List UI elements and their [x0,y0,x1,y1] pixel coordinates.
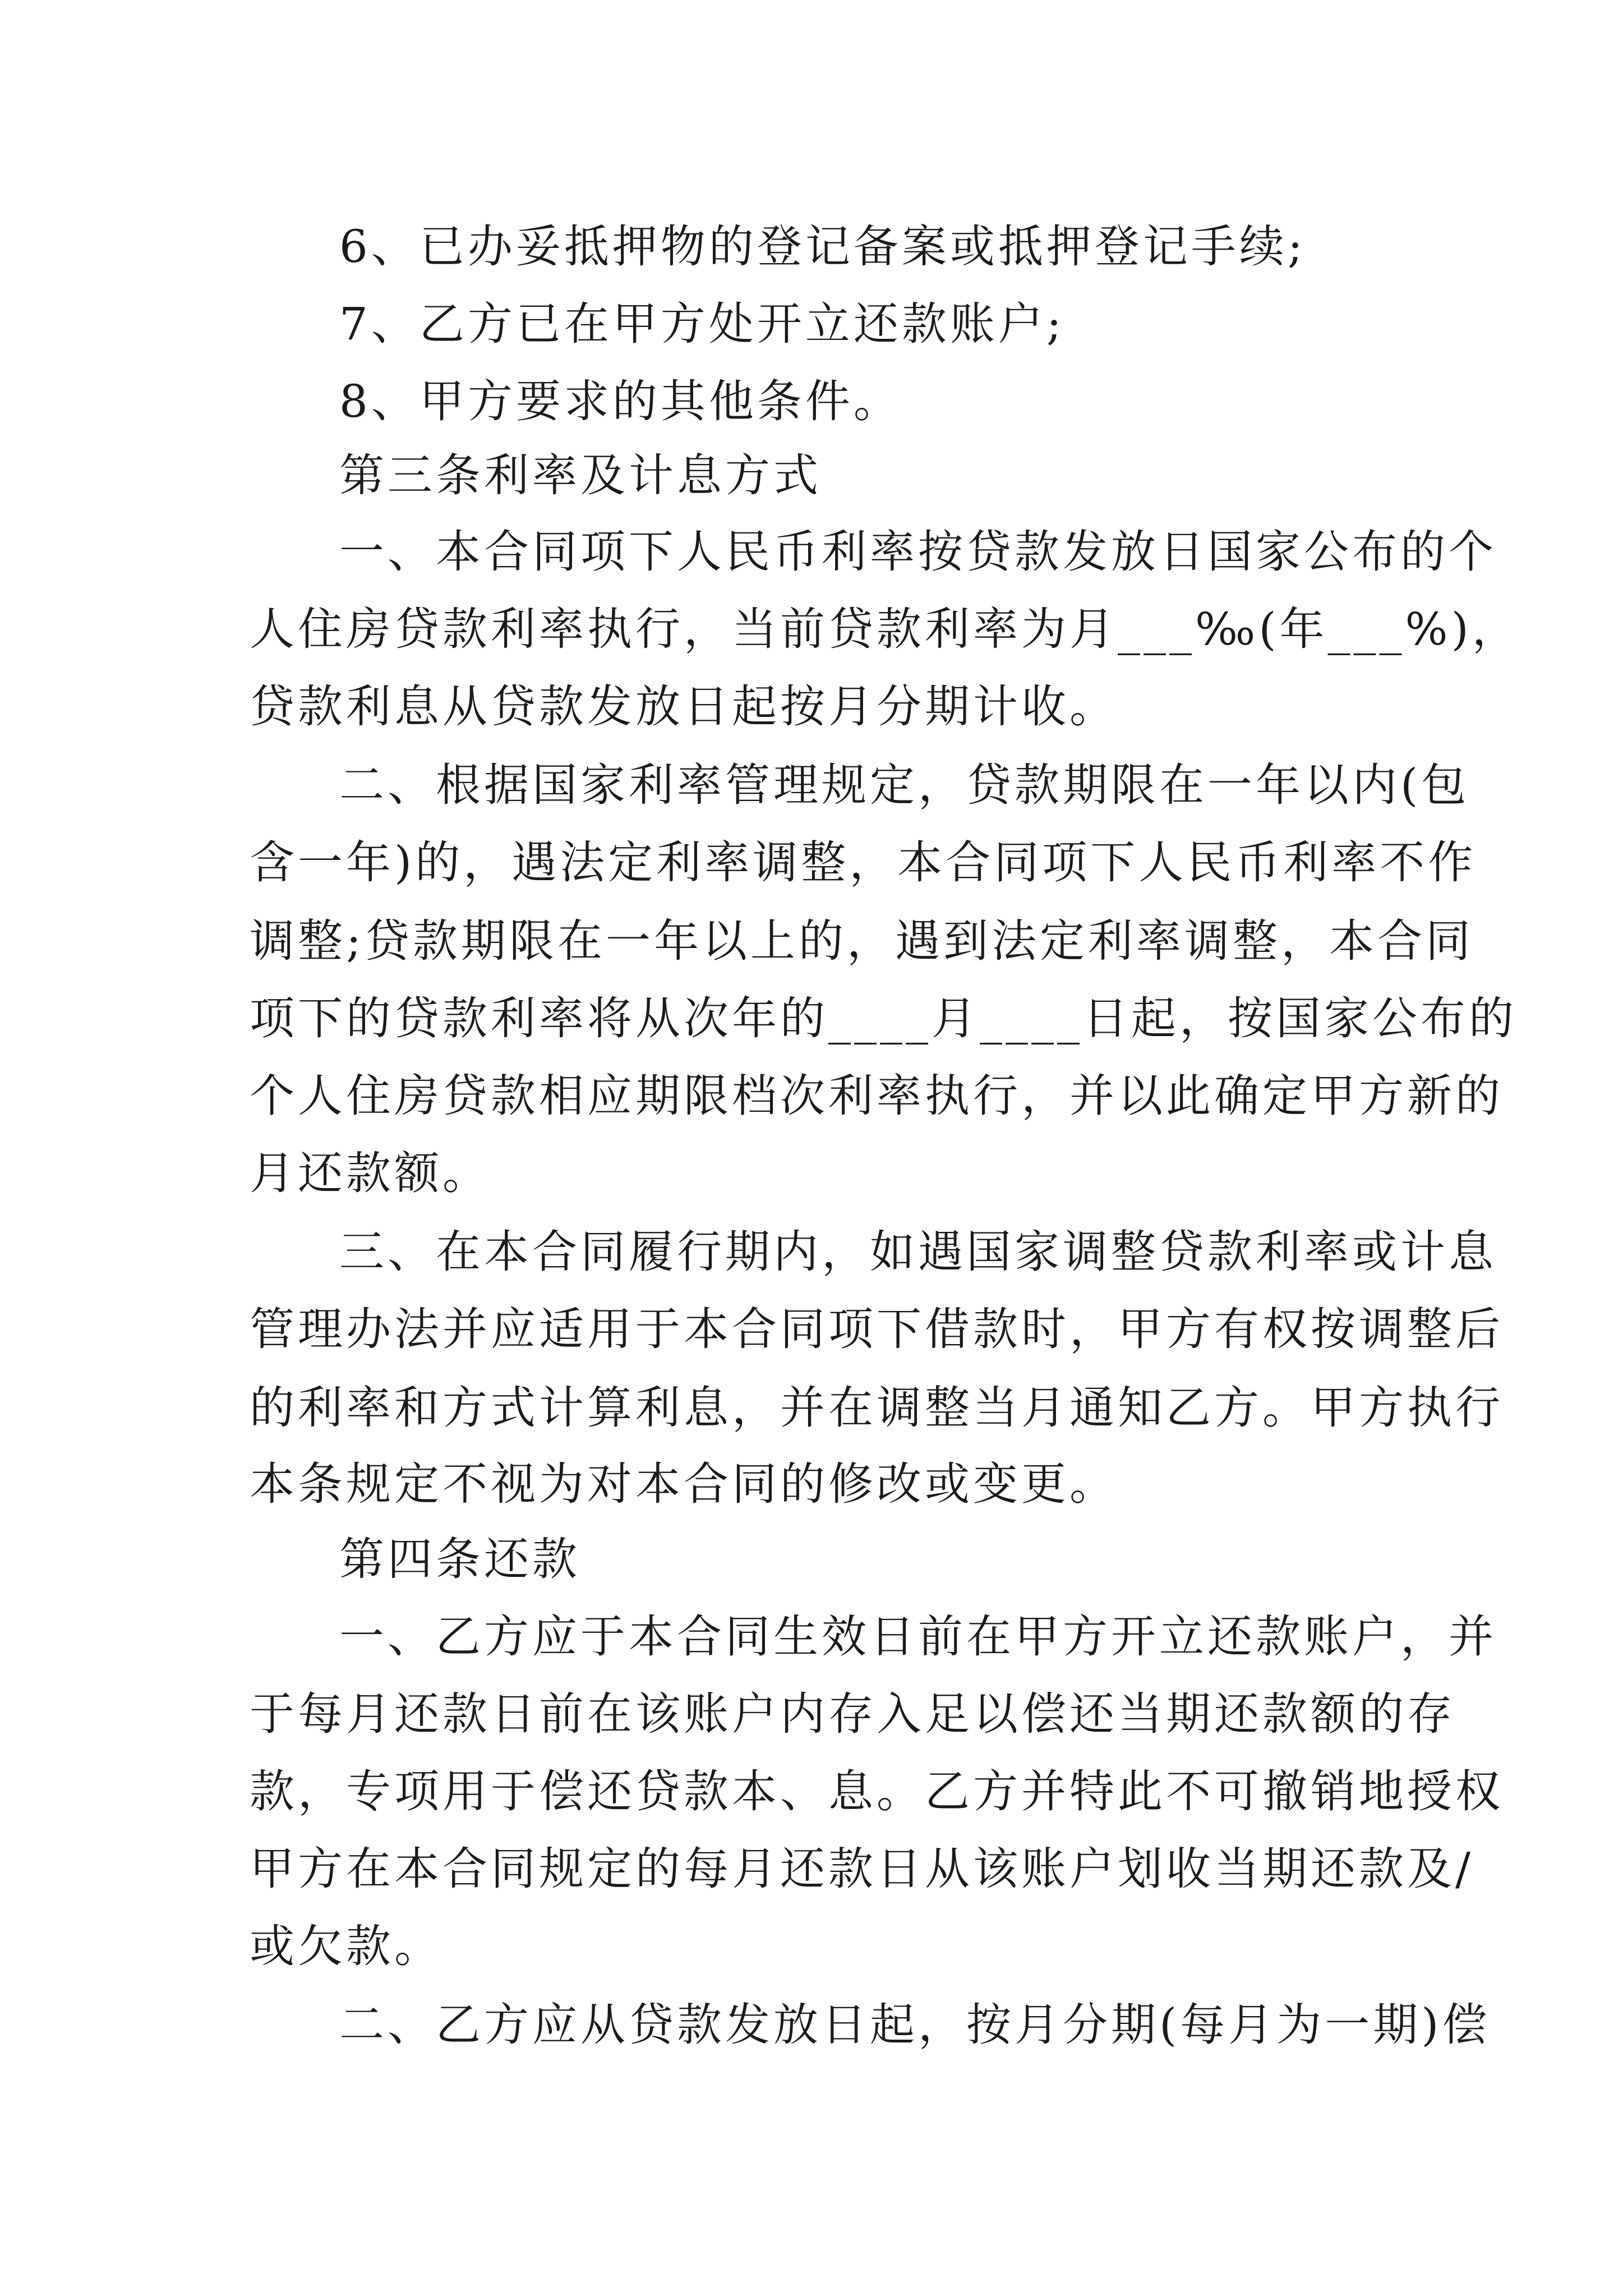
text-line: 7、乙方已在甲方处开立还款账户; [339,298,1065,350]
text-line: 人住房贷款利率执行，当前贷款利率为月___‰(年___%)， [250,603,1520,655]
text-line: 的利率和方式计算利息，并在调整当月通知乙方。甲方执行 [250,1382,1504,1434]
text-line: 款，专项用于偿还贷款本、息。乙方并特此不可撤销地授权 [250,1765,1504,1818]
text-line: 本条规定不视为对本合同的修改或变更。 [250,1458,1118,1510]
text-line: 月还款额。 [250,1147,491,1199]
text-line: 一、乙方应于本合同生效日前在甲方开立还款账户，并 [339,1611,1497,1663]
text-line: 二、根据国家利率管理规定，贷款期限在一年以内(包 [339,759,1470,811]
text-line: 甲方在本合同规定的每月还款日从该账户划收当期还款及/ [250,1843,1474,1895]
section-heading: 第四条还款 [339,1533,580,1585]
text-line: 二、乙方应从贷款发放日起，按月分期(每月为一期)偿 [339,1999,1491,2051]
text-line: 管理办法并应适用于本合同项下借款时，甲方有权按调整后 [250,1303,1504,1355]
text-line: 三、在本合同履行期内，如遇国家调整贷款利率或计息 [339,1226,1497,1278]
section-heading: 第三条利率及计息方式 [339,449,822,501]
text-line: 6、已办妥抵押物的登记备案或抵押登记手续; [339,220,1306,273]
text-line: 一、本合同项下人民币利率按贷款发放日国家公布的个 [339,526,1497,578]
text-line: 或欠款。 [250,1920,442,1972]
text-line: 8、甲方要求的其他条件。 [339,375,902,427]
text-line: 调整;贷款期限在一年以上的，遇到法定利率调整，本合同 [250,915,1474,967]
text-line: 贷款利息从贷款发放日起按月分期计收。 [250,680,1118,733]
text-line: 项下的贷款利率将从次年的____月____日起，按国家公布的 [250,992,1517,1045]
text-line: 含一年)的，遇法定利率调整，本合同项下人民币利率不作 [250,836,1477,889]
text-line: 个人住房贷款相应期限档次利率执行，并以此确定甲方新的 [250,1070,1504,1122]
text-line: 于每月还款日前在该账户内存入足以偿还当期还款额的存 [250,1688,1455,1740]
